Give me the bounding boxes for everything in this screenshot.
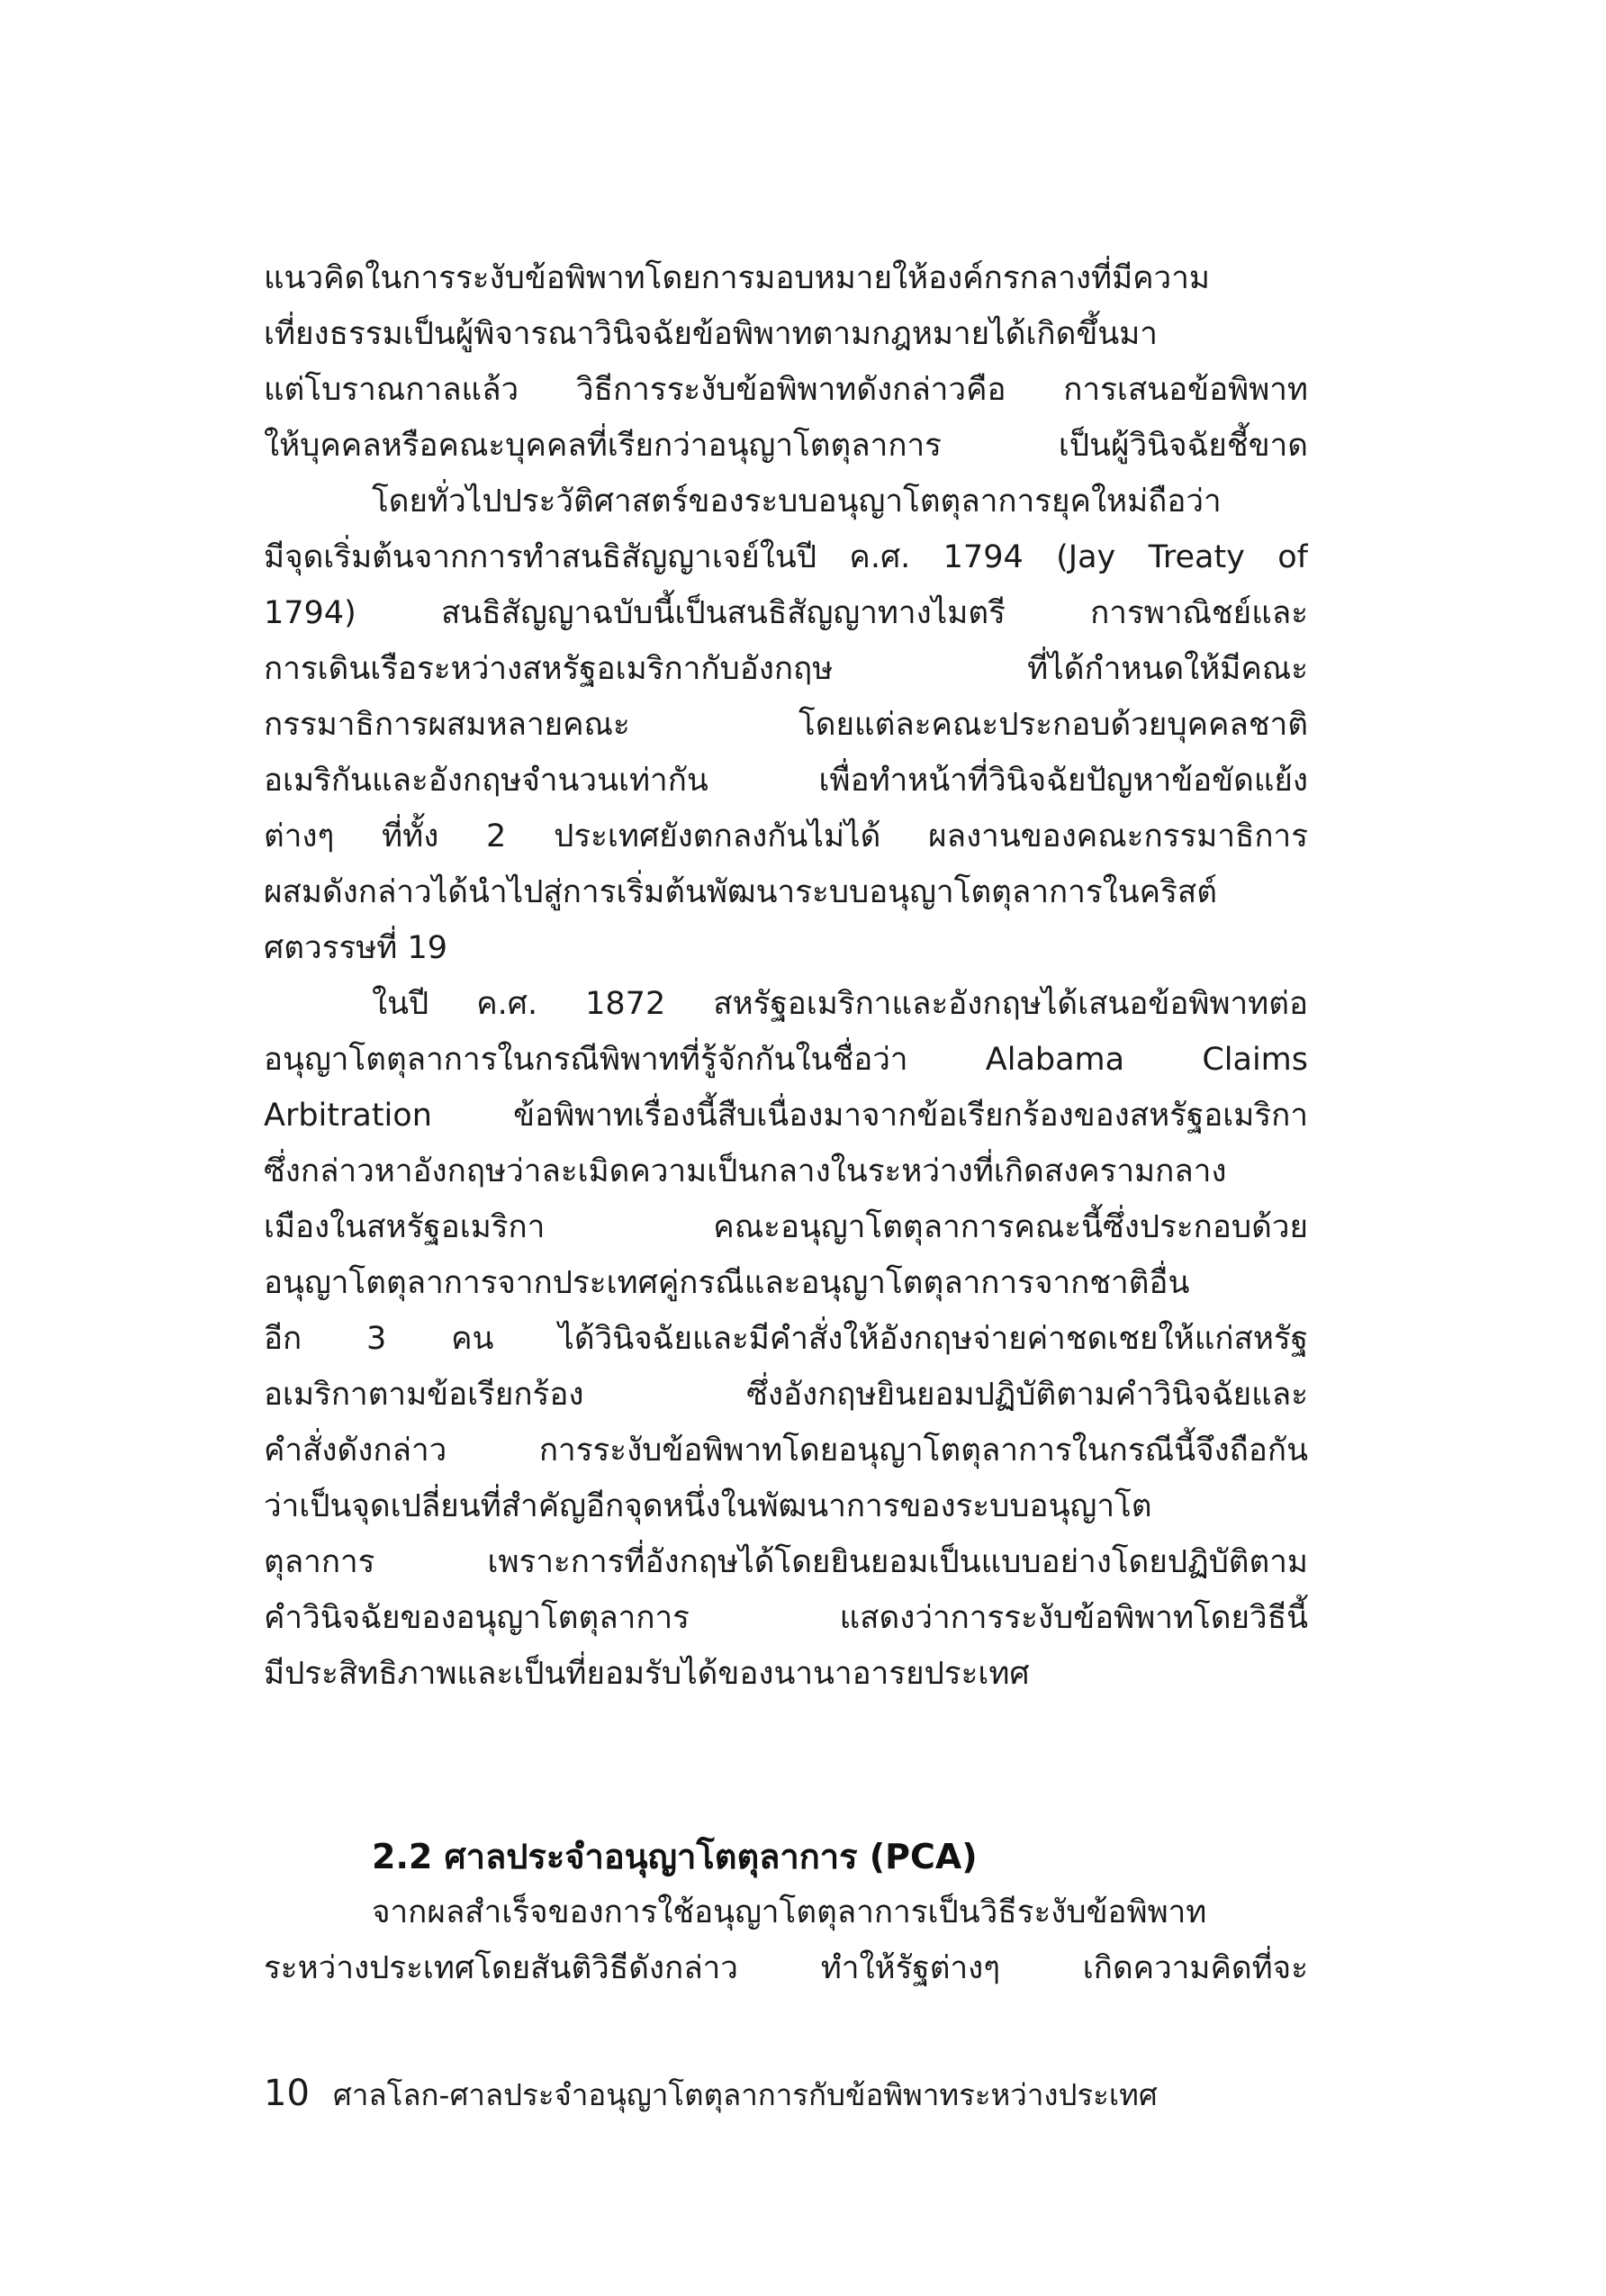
section-heading: 2.2 ศาลประจำอนุญาโตตุลาการ (PCA): [372, 1837, 978, 1876]
body-line: อนุญาโตตุลาการในกรณีพิพาทที่รู้จักกันในชื่อว่า Alabama Claims: [264, 1042, 1308, 1078]
body-line: มีจุดเริ่มต้นจากการทำสนธิสัญญาเจย์ในปี ค.ศ. 1794 (Jay Treaty of: [264, 539, 1308, 575]
body-line: ให้บุคคลหรือคณะบุคคลที่เรียกว่าอนุญาโตตุลาการ เป็นผู้วินิจฉัยชี้ขาด: [264, 428, 1308, 464]
body-line: อีก 3 คน ได้วินิจฉัยและมีคำสั่งให้อังกฤษจ่ายค่าชดเชยให้แก่สหรัฐ: [264, 1321, 1308, 1357]
body-line: เมืองในสหรัฐอเมริกา คณะอนุญาโตตุลาการคณะนี้ซึ่งประกอบด้วย: [264, 1209, 1308, 1245]
paragraph-start-line: จากผลสำเร็จของการใช้อนุญาโตตุลาการเป็นวิธีระงับข้อพิพาท: [372, 1894, 1207, 1930]
body-line: ต่างๆ ที่ทั้ง 2 ประเทศยังตกลงกันไม่ได้ ผลงานของคณะกรรมาธิการ: [264, 818, 1308, 854]
body-line: ตุลาการ เพราะการที่อังกฤษได้โดยยินยอมเป็นแบบอย่างโดยปฏิบัติตาม: [264, 1544, 1308, 1580]
body-line: อเมริกันและอังกฤษจำนวนเท่ากัน เพื่อทำหน้าที่วินิจฉัยปัญหาข้อขัดแย้ง: [264, 763, 1308, 799]
paragraph-start-line: โดยทั่วไปประวัติศาสตร์ของระบบอนุญาโตตุลาการยุคใหม่ถือว่า: [372, 484, 1222, 520]
body-line: อนุญาโตตุลาการจากประเทศคู่กรณีและอนุญาโตตุลาการจากชาติอื่น: [264, 1265, 1190, 1301]
body-line: ซึ่งกล่าวหาอังกฤษว่าละเมิดความเป็นกลางในระหว่างที่เกิดสงครามกลาง: [264, 1153, 1227, 1189]
page-number: 10: [264, 2073, 310, 2114]
body-line: ผสมดังกล่าวได้นำไปสู่การเริ่มต้นพัฒนาระบบอนุญาโตตุลาการในคริสต์: [264, 874, 1217, 910]
body-line: อเมริกาตามข้อเรียกร้อง ซึ่งอังกฤษยินยอมปฏิบัติตามคำวินิจฉัยและ: [264, 1377, 1308, 1413]
body-line: กรรมาธิการผสมหลายคณะ โดยแต่ละคณะประกอบด้วยบุคคลชาติ: [264, 707, 1308, 743]
body-line: แต่โบราณกาลแล้ว วิธีการระงับข้อพิพาทดังกล่าวคือ การเสนอข้อพิพาท: [264, 372, 1308, 408]
body-line: ระหว่างประเทศโดยสันติวิธีดังกล่าว ทำให้รัฐต่างๆ เกิดความคิดที่จะ: [264, 1950, 1308, 1986]
running-title: ศาลโลก-ศาลประจำอนุญาโตตุลาการกับข้อพิพาทระหว่างประเทศ: [332, 2077, 1158, 2112]
body-line: การเดินเรือระหว่างสหรัฐอเมริกากับอังกฤษ ที่ได้กำหนดให้มีคณะ: [264, 651, 1308, 687]
paragraph-end-line: ศตวรรษที่ 19: [264, 930, 448, 966]
body-line: เที่ยงธรรมเป็นผู้พิจารณาวินิจฉัยข้อพิพาทตามกฎหมายได้เกิดขึ้นมา: [264, 316, 1158, 352]
body-line: 1794) สนธิสัญญาฉบับนี้เป็นสนธิสัญญาทางไมตรี การพาณิชย์และ: [264, 595, 1308, 631]
page-footer: [264, 2071, 1158, 2118]
paragraph-end-line: มีประสิทธิภาพและเป็นที่ยอมรับได้ของนานาอารยประเทศ: [264, 1656, 1030, 1692]
body-line: ว่าเป็นจุดเปลี่ยนที่สำคัญอีกจุดหนึ่งในพัฒนาการของระบบอนุญาโต: [264, 1488, 1152, 1524]
body-line: แนวคิดในการระงับข้อพิพาทโดยการมอบหมายให้องค์กรกลางที่มีความ: [264, 260, 1210, 296]
body-line: Arbitration ข้อพิพาทเรื่องนี้สืบเนื่องมาจากข้อเรียกร้องของสหรัฐอเมริกา: [264, 1098, 1308, 1134]
body-line: คำวินิจฉัยของอนุญาโตตุลาการ แสดงว่าการระงับข้อพิพาทโดยวิธีนี้: [264, 1600, 1308, 1636]
paragraph-start-line: ในปี ค.ศ. 1872 สหรัฐอเมริกาและอังกฤษได้เสนอข้อพิพาทต่อ: [372, 986, 1308, 1022]
body-line: คำสั่งดังกล่าว การระงับข้อพิพาทโดยอนุญาโตตุลาการในกรณีนี้จึงถือกัน: [264, 1433, 1308, 1469]
